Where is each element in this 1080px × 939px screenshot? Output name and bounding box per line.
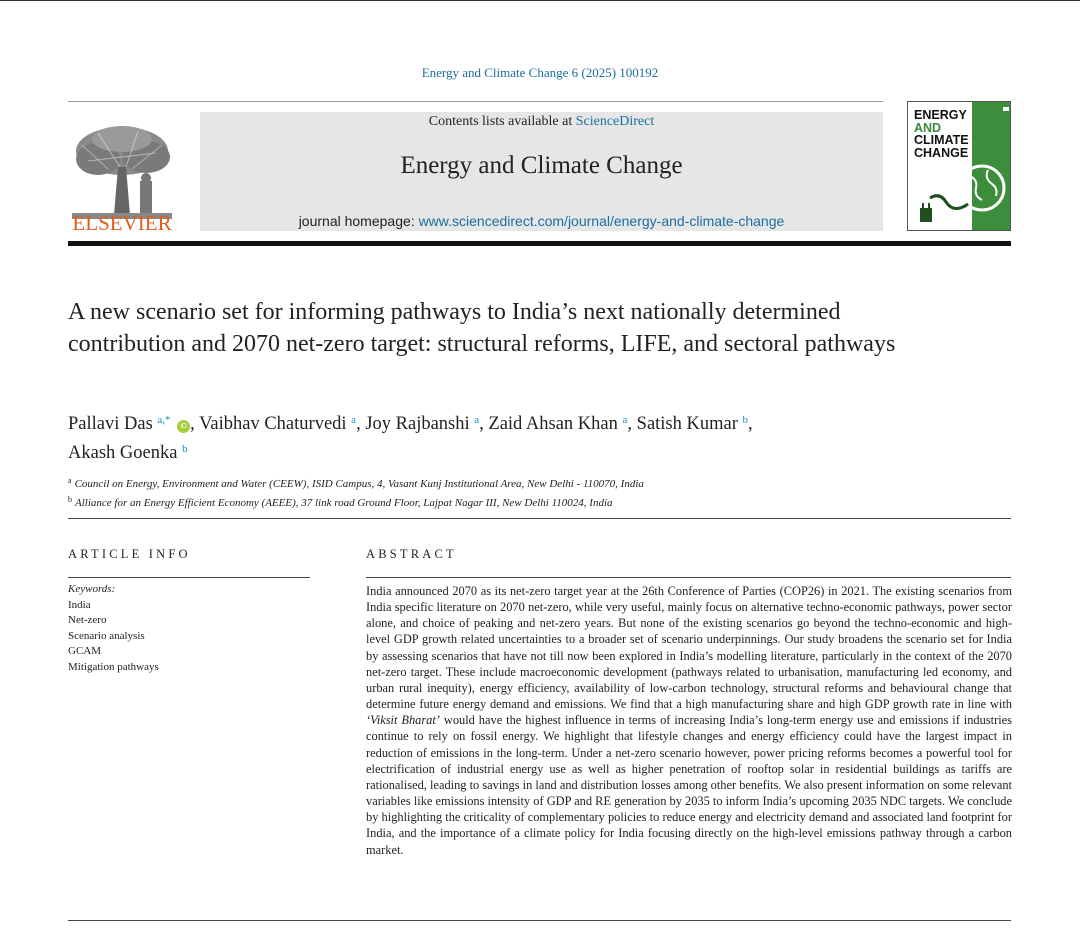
author-list: Pallavi Das $^{a,*}$ iD , Vaibhav Chaturvedi $^a$, Joy Rajbanshi $^a$, Zaid Ahsan Khan $^a$, Satish Kumar $^b$, Akash Goenka $^b$ xyxy=(68,414,753,463)
affiliations xyxy=(68,473,968,511)
keywords-label: Keywords: xyxy=(68,583,116,595)
citation-link[interactable]: Energy and Climate Change 6 (2025) 100192 xyxy=(421,65,659,80)
author-name[interactable]: Akash Goenka xyxy=(68,443,178,463)
author-affiliation-mark[interactable]: a,* xyxy=(157,414,171,426)
keyword: Mitigation pathways xyxy=(68,660,159,673)
top-border xyxy=(0,0,1080,1)
cover-title xyxy=(914,109,974,159)
article-title: A new scenario set for informing pathways to India’s next nationally determined contribution and 2070 net-zero target: structural reforms, LIFE, and sectoral pathways xyxy=(68,299,896,357)
keyword: India xyxy=(68,598,91,611)
cover-title-line: ENERGY xyxy=(914,108,967,122)
keyword: Net-zero xyxy=(68,614,107,627)
author-affiliation-mark[interactable]: a xyxy=(474,414,480,426)
cover-title-line: AND xyxy=(914,120,942,135)
abstract-emphasis: ‘Viksit Bharat’ xyxy=(366,713,440,728)
author-name[interactable]: Pallavi Das xyxy=(68,414,153,434)
affiliation-line xyxy=(68,492,968,511)
keyword: GCAM xyxy=(68,645,102,658)
homepage-prefix: journal homepage: xyxy=(298,213,419,229)
keywords-list xyxy=(68,582,308,676)
cover-title-line: CLIMATE xyxy=(914,133,969,147)
affiliation-text: Alliance for an Energy Efficient Economy (AEEE), 37 link road Ground Floor, Lajpat Nagar III, New Delhi 110024, India xyxy=(75,497,613,509)
section-separator xyxy=(68,518,1011,519)
journal-homepage-link[interactable]: www.sciencedirect.com/journal/energy-and-climate-change xyxy=(418,213,785,229)
article-info-rule xyxy=(68,577,310,578)
publisher-name: ELSEVIER xyxy=(72,211,172,235)
contents-line xyxy=(200,114,883,130)
author-affiliation-mark[interactable]: a xyxy=(351,414,357,426)
abstract-text-part: India announced 2070 as its net-zero target year at the 26th Conference of Parties (COP26) in 2021. The existing scenarios from India specific literature on 2070 net-zero, while very useful, mainly focus on alternative techno-economic pathways, power sector alone, and choice of peaking and net-zero years. But none of the existing scenarios go beyond the techno-economic and high-level GDP growth related uncertainties to a broader set of scenario underpinnings. Our study broadens the scenario set for India by assessing scenarios that have not till now been explored in India’s modelling literature, particularly in the context of the 2070 net-zero target. These include macroeconomic development (pathways related to urbanisation, manufacturing led economy, and urban rural inequity), energy efficiency, availability of low-carbon technology, structural reforms and behavioural change that determine future energy demand and emissions. We find that a high manufacturing share and high GDP growth rate in line with xyxy=(366,584,1012,712)
journal-title: Energy and Climate Change xyxy=(400,152,683,179)
article-info-heading: ARTICLE INFO xyxy=(68,547,191,561)
orcid-icon[interactable]: iD xyxy=(177,420,190,433)
contents-prefix: Contents lists available at xyxy=(428,114,576,129)
cover-title-line: CHANGE xyxy=(914,145,969,160)
author-name[interactable]: Satish Kumar xyxy=(636,414,738,434)
journal-cover xyxy=(907,101,1011,231)
abstract-heading: ABSTRACT xyxy=(366,547,457,561)
author-affiliation-mark[interactable]: b xyxy=(182,443,188,455)
header-rule-top xyxy=(68,101,883,102)
bottom-rule xyxy=(68,920,1011,921)
abstract-text xyxy=(366,583,1012,858)
author-name[interactable]: Vaibhav Chaturvedi xyxy=(199,414,347,434)
affiliation-text: Council on Energy, Environment and Water (CEEW), ISID Campus, 4, Vasant Kunj Institutional Area, New Delhi - 110070, India xyxy=(74,478,644,490)
header-rule-thick xyxy=(68,241,1011,246)
author-affiliation-mark[interactable]: b xyxy=(742,414,749,426)
affiliation-mark: a xyxy=(68,476,72,485)
abstract-text-part: would have the highest influence in terms of increasing India’s long-term energy use and emissions if industries continue to rely on fossil energy. We highlight that lifestyle changes and energy efficiency could have the largest impact in reduction of emissions in the long-term. Under a net-zero scenario however, power pricing reforms becomes a powerful tool for electrification of industrial energy use as well as higher penetration of rooftop solar in residential buildings as tariffs are rationalised, leading to savings in land and distribution losses among other benefits. We also present information on some relevant variables like emissions intensity of GDP and RE generation by 2035 to inform India’s upcoming 2035 NDC targets. We conclude by highlighting the criticality of complementary policies to reduce energy and electricity demand and associated land footprint for India, and the importance of a climate policy for India focusing directly on the high-level emissions pathway through a carbon market. xyxy=(366,713,1012,857)
author-affiliation-mark[interactable]: a xyxy=(622,414,628,426)
affiliation-mark: b xyxy=(68,495,72,504)
author-name[interactable]: Joy Rajbanshi xyxy=(365,414,470,434)
journal-banner xyxy=(200,112,883,231)
sciencedirect-link[interactable]: ScienceDirect xyxy=(575,114,655,129)
abstract-rule xyxy=(366,577,1011,578)
affiliation-line xyxy=(68,473,968,492)
author-name[interactable]: Zaid Ahsan Khan xyxy=(488,414,618,434)
keyword: Scenario analysis xyxy=(68,629,145,642)
homepage-line xyxy=(200,213,883,229)
